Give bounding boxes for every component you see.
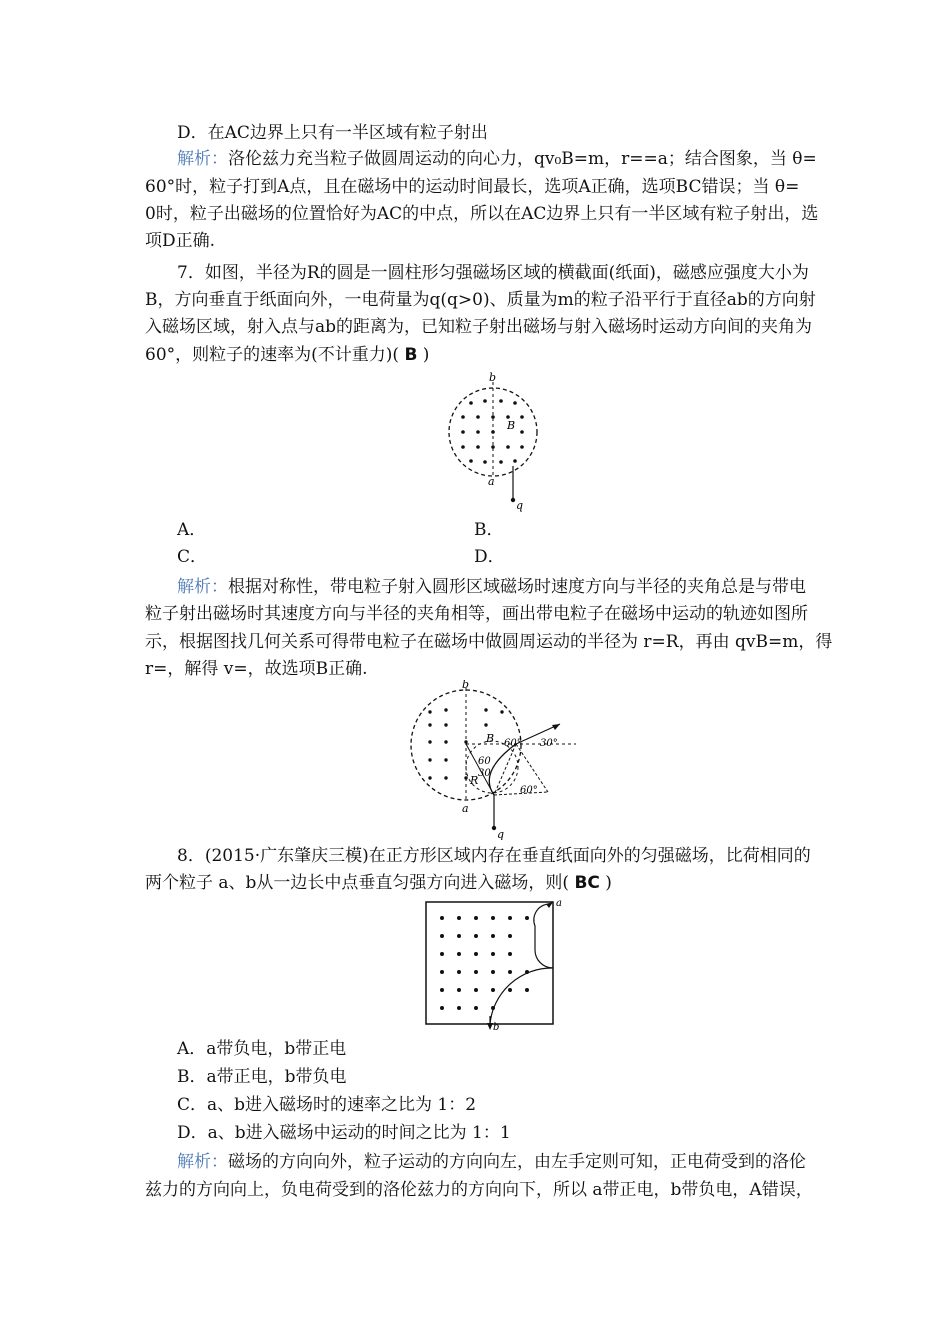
particle-q (511, 498, 515, 502)
analysis-label: 解析： (177, 577, 228, 597)
trajectory-a (534, 904, 553, 968)
q7-analysis-line-2: 粒子射出磁场时其速度方向与半径的夹角相等，画出带电粒子在磁场中运动的轨迹如图所 (145, 604, 808, 624)
q7-analysis-line-3: 示，根据图找几何关系可得带电粒子在磁场中做圆周运动的半径为 r=R，再由 qvB=m，得 (145, 632, 833, 652)
q8-option-c: C．a、b进入磁场时的速率之比为 1：2 (177, 1095, 477, 1115)
label-angle-60-top: 60° (504, 738, 522, 749)
q7-option-d: D． (474, 547, 505, 567)
label-a: a (462, 802, 469, 815)
q7-analysis-line-4: r=，解得 v=，故选项B正确. (145, 659, 368, 679)
label-B: B (486, 732, 495, 745)
q8-figure-square-field (420, 896, 566, 1032)
q8-option-a: A．a带负电，b带正电 (177, 1039, 347, 1059)
q6-analysis-line-1: 解析：洛伦兹力充当粒子做圆周运动的向心力，qv₀B=m，r==a；结合图象，当 θ= (177, 149, 817, 169)
label-b: b (493, 1022, 500, 1032)
q8-stem-line-1: 8．(2015·广东肇庆三模)在正方形区域内存在垂直纸面向外的匀强磁场，比荷相同的 (177, 846, 811, 866)
trajectory-b (490, 968, 553, 1024)
label-b: b (462, 680, 470, 691)
q8-answer: BC (574, 873, 600, 893)
q8-analysis-line-2: 兹力的方向向上，负电荷受到的洛伦兹力的方向向下，所以 a带正电，b带负电，A错误， (145, 1180, 813, 1200)
label-a: a (488, 475, 495, 488)
label-angle-60-bottom: 60° (520, 785, 538, 796)
q8-stem-line-2: 两个粒子 a、b从一边长中点垂直匀强方向进入磁场，则( BC ) (145, 873, 612, 893)
q8-option-d: D．a、b进入磁场中运动的时间之比为 1：1 (177, 1123, 511, 1143)
trajectory-arc (489, 744, 516, 795)
label-b: b (489, 371, 497, 384)
particle-q (492, 826, 496, 830)
q7-figure-circle-field (412, 370, 542, 515)
q7-stem-line-4: 60°，则粒子的速率为(不计重力)( B ) (145, 345, 430, 365)
q6-analysis-line-3: 0时，粒子出磁场的位置恰好为AC的中点，所以在AC边界上只有一半区域有粒子射出，选 (145, 204, 819, 224)
analysis-label: 解析： (177, 149, 228, 169)
q6-analysis-line-2: 60°时，粒子打到A点，且在磁场中的运动时间最长，选项A正确，选项BC错误；当 θ= (145, 177, 800, 197)
label-B: B (507, 419, 516, 432)
label-angle-30: 30° (540, 738, 558, 749)
q7-analysis-line-1: 解析：根据对称性，带电粒子射入圆形区域磁场时速度方向与半径的夹角总是与带电 (177, 577, 806, 597)
label-q: q (516, 499, 524, 512)
field-dots (440, 916, 529, 1010)
q6-analysis-line-4: 项D正确. (145, 231, 216, 251)
label-angle-30-left: 30 (478, 768, 491, 779)
q8-option-b: B．a带正电，b带负电 (177, 1067, 347, 1087)
analysis-label: 解析： (177, 1152, 228, 1172)
q7-option-b: B． (474, 520, 504, 540)
q7-option-a: A． (177, 520, 207, 540)
q7-stem-line-3: 入磁场区域，射入点与ab的距离为，已知粒子射出磁场与射入磁场时运动方向间的夹角为 (145, 317, 813, 337)
q7-option-c: C． (177, 547, 208, 567)
label-a: a (556, 898, 562, 909)
q7-figure-trajectory (400, 680, 590, 840)
label-q: q (497, 828, 505, 840)
label-R: R (470, 774, 479, 787)
q6-option-d: D．在AC边界上只有一半区域有粒子射出 (177, 123, 488, 143)
q7-stem-line-1: 7．如图，半径为R的圆是一圆柱形匀强磁场区域的横截面(纸面)，磁感应强度大小为 (177, 263, 809, 283)
label-angle-60-left: 60 (478, 756, 491, 767)
q8-analysis-line-1: 解析：磁场的方向向外，粒子运动的方向向左，由左手定则可知，正电荷受到的洛伦 (177, 1152, 806, 1172)
q7-answer: B (404, 345, 418, 365)
q7-stem-line-2: B，方向垂直于纸面向外，一电荷量为q(q>0)、质量为m的粒子沿平行于直径ab的方向射 (145, 290, 816, 310)
